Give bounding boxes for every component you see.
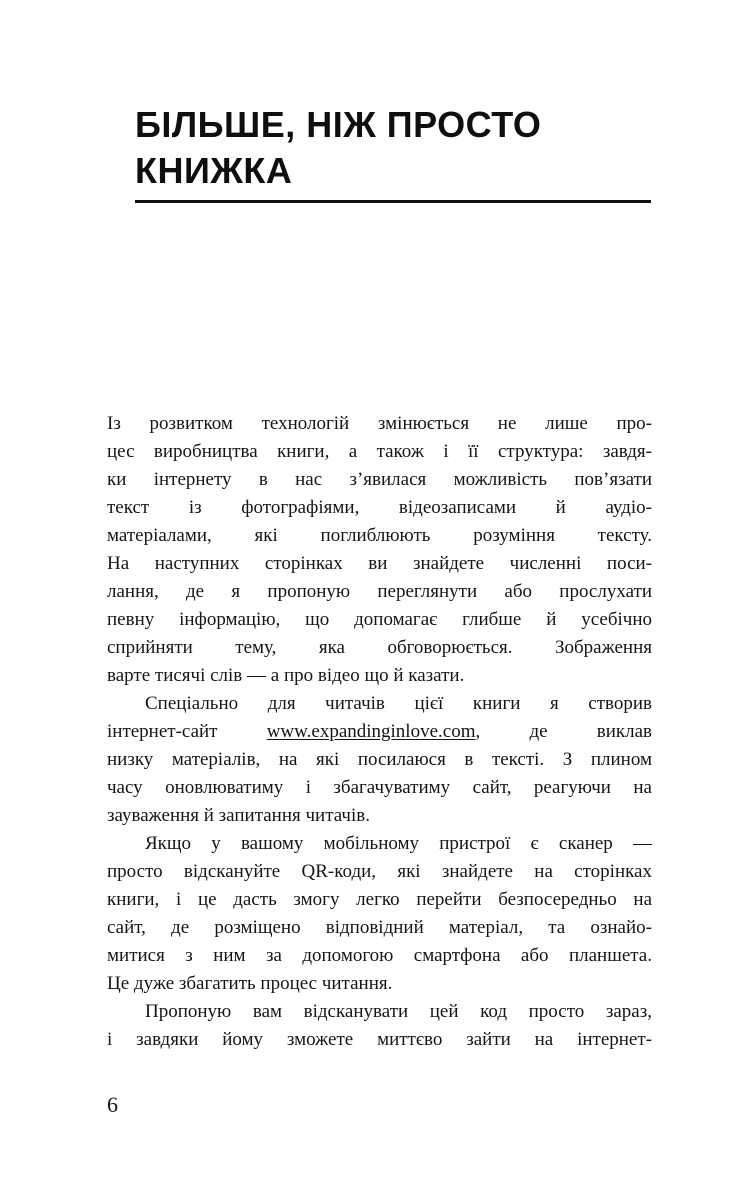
text-line: матеріалами, які поглиблюють розуміння тексту. [107, 525, 652, 546]
website-url: www.expandinginlove.com [266, 721, 476, 742]
text-line: часу оновлюватиму і збагачуватиму сайт, реагуючи на [107, 777, 652, 798]
paragraph [107, 998, 652, 1054]
paragraph [107, 410, 652, 690]
text-line: варте тисячі слів — а про відео що й казати. [107, 665, 465, 686]
paragraph [107, 690, 652, 830]
text-line: інтернет-сайт www.expandinginlove.com, де виклав [107, 721, 653, 742]
text-line: текст із фотографіями, відеозаписами й аудіо- [107, 497, 652, 518]
text-line: зауваження й запитання читачів. [107, 805, 370, 826]
text-line: певну інформацію, що допомагає глибше й усебічно [107, 609, 652, 630]
text-line: і завдяки йому зможете миттєво зайти на інтернет- [107, 1029, 652, 1050]
text-line: ки інтернету в нас з’явилася можливість пов’язати [107, 469, 652, 490]
title-underline-rule [135, 200, 651, 203]
text-line: На наступних сторінках ви знайдете численні поси- [107, 553, 652, 574]
page-number: 6 [107, 1092, 118, 1117]
chapter-title-line-1: БІЛЬШЕ, НІЖ ПРОСТО [135, 104, 542, 145]
text-line: Якщо у вашому мобільному пристрої є сканер — [145, 833, 652, 854]
text-line: Із розвитком технологій змінюється не лише про- [107, 413, 652, 434]
chapter-title [135, 102, 655, 194]
text-line: Пропоную вам відсканувати цей код просто зараз, [145, 1001, 652, 1022]
text-line: книги, і це дасть змогу легко перейти безпосередньо на [107, 889, 652, 910]
text-line: сайт, де розміщено відповідний матеріал, та ознайо- [107, 917, 652, 938]
chapter-title-line-2: КНИЖКА [135, 150, 293, 191]
paragraph [107, 830, 652, 998]
text-line: цес виробництва книги, а також і її структура: завдя- [107, 441, 652, 462]
text-line: митися з ним за допомогою смартфона або планшета. [107, 945, 652, 966]
text-line: Спеціально для читачів цієї книги я створив [145, 693, 652, 714]
body-text [107, 410, 652, 1054]
text-line: низку матеріалів, на які посилаюся в тексті. З плином [107, 749, 652, 770]
text-line: лання, де я пропоную переглянути або прослухати [107, 581, 652, 602]
text-line: сприйняти тему, яка обговорюється. Зображення [107, 637, 652, 658]
text-line: просто відскануйте QR-коди, які знайдете на сторінках [107, 861, 652, 882]
text-line: Це дуже збагатить процес читання. [107, 973, 393, 994]
